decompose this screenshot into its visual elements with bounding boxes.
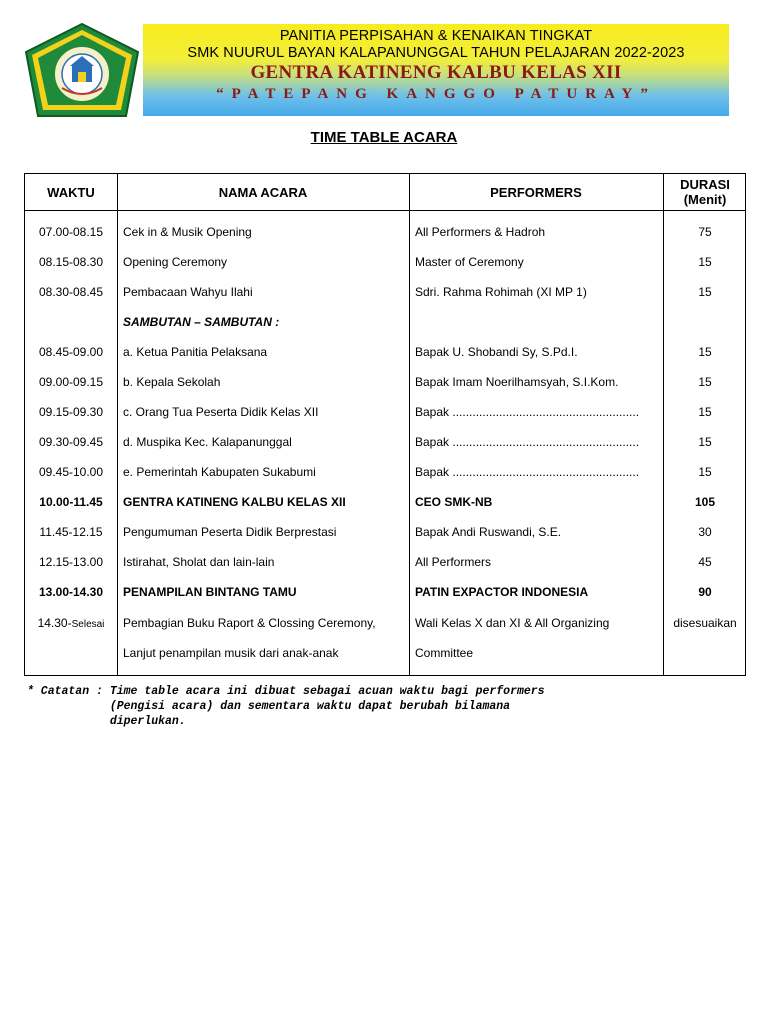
cell-nama-acara: PENAMPILAN BINTANG TAMU (123, 585, 297, 599)
cell-performers: Committee (415, 646, 474, 660)
cell-durasi: 75 (698, 225, 712, 239)
cell-performers: All Performers & Hadroh (415, 225, 546, 239)
school-year-title: SMK NUURUL BAYAN KALAPANUNGGAL TAHUN PELAJARAN 2022-2023 (187, 45, 685, 61)
cell-durasi: 15 (698, 285, 712, 299)
cell-waktu-end: Selesai (71, 619, 105, 630)
cell-durasi: 30 (698, 525, 712, 539)
cell-nama-acara: e. Pemerintah Kabupaten Sukabumi (123, 465, 316, 479)
cell-nama-acara: Opening Ceremony (123, 255, 228, 269)
cell-durasi: 15 (698, 255, 712, 269)
cell-performers: Bapak Andi Ruswandi, S.E. (415, 525, 562, 539)
header-divider (25, 210, 745, 211)
cell-nama-acara: GENTRA KATINENG KALBU KELAS XII (123, 495, 346, 509)
footnote: * Catatan : Time table acara ini dibuat sebagai acuan waktu bagi performers (Pengisi acara) dan sementara waktu dapat berubah bilamana diperlukan. (27, 685, 545, 728)
school-logo (22, 22, 142, 118)
cell-performers: Wali Kelas X dan XI & All Organizing (415, 616, 610, 630)
cell-durasi: 45 (698, 555, 712, 569)
cell-waktu: 09.45-10.00 (38, 465, 104, 479)
committee-title: PANITIA PERPISAHAN & KENAIKAN TINGKAT (279, 28, 593, 44)
cell-nama-acara: c. Orang Tua Peserta Didik Kelas XII (123, 405, 319, 419)
cell-nama-acara: b. Kepala Sekolah (123, 375, 221, 389)
cell-nama-acara: Pengumuman Peserta Didik Berprestasi (123, 525, 337, 539)
cell-durasi: 15 (698, 435, 712, 449)
cell-durasi: 15 (698, 345, 712, 359)
cell-waktu: 08.45-09.00 (38, 345, 104, 359)
cell-nama-acara: a. Ketua Panitia Pelaksana (123, 345, 268, 359)
column-divider (117, 174, 118, 675)
column-divider (663, 174, 664, 675)
column-header-performers: PERFORMERS (490, 184, 582, 200)
schedule-table (24, 173, 746, 676)
cell-durasi: 15 (698, 465, 712, 479)
cell-nama-acara: Pembagian Buku Raport & Clossing Ceremony, (123, 616, 376, 630)
cell-waktu: 13.00-14.30 (38, 585, 104, 599)
cell-durasi: 15 (698, 375, 712, 389)
cell-performers: Bapak ........................................................ (415, 465, 640, 479)
cell-performers: Bapak ........................................................ (415, 435, 640, 449)
cell-durasi: 15 (698, 405, 712, 419)
cell-waktu: 08.15-08.30 (38, 255, 104, 269)
cell-durasi: 90 (698, 585, 712, 599)
cell-nama-acara: Cek in & Musik Opening (123, 225, 252, 239)
cell-performers: Bapak Imam Noerilhamsyah, S.I.Kom. (415, 375, 619, 389)
event-tagline: “PATEPANG KANGGO PATURAY” (216, 86, 656, 102)
cell-waktu: 07.00-08.15 (38, 225, 104, 239)
cell-waktu: 11.45-12.15 (39, 525, 103, 539)
column-header-nama-acara: NAMA ACARA (218, 184, 308, 200)
cell-performers: Sdri. Rahma Rohimah (XI MP 1) (415, 285, 587, 299)
column-header-durasi: DURASI (Menit) (680, 177, 730, 207)
column-header-waktu: WAKTU (47, 184, 95, 200)
cell-waktu: 09.00-09.15 (38, 375, 104, 389)
cell-nama-acara: Pembacaan Wahyu Ilahi (123, 285, 253, 299)
cell-durasi: disesuaikan (673, 616, 737, 630)
cell-nama-acara: d. Muspika Kec. Kalapanunggal (123, 435, 292, 449)
cell-performers: Bapak U. Shobandi Sy, S.Pd.I. (415, 345, 578, 359)
cell-durasi: 105 (694, 495, 716, 509)
cell-nama-acara: Istirahat, Sholat dan lain-lain (123, 555, 275, 569)
cell-performers: All Performers (415, 555, 492, 569)
cell-performers: Bapak ........................................................ (415, 405, 640, 419)
header-banner (143, 24, 729, 116)
cell-waktu: 09.15-09.30 (38, 405, 104, 419)
cell-nama-acara: Lanjut penampilan musik dari anak-anak (123, 646, 339, 660)
cell-waktu: 09.30-09.45 (38, 435, 104, 449)
cell-waktu: 08.30-08.45 (38, 285, 104, 299)
cell-performers: PATIN EXPACTOR INDONESIA (415, 585, 589, 599)
cell-waktu: 10.00-11.45 (39, 495, 103, 509)
cell-waktu-start: 14.30- (37, 616, 72, 630)
page-title: TIME TABLE ACARA (310, 129, 458, 146)
cell-waktu (25, 616, 117, 632)
cell-performers: Master of Ceremony (415, 255, 524, 269)
column-divider (409, 174, 410, 675)
cell-performers: CEO SMK-NB (415, 495, 493, 509)
cell-nama-acara: SAMBUTAN – SAMBUTAN : (123, 315, 280, 329)
cell-waktu: 12.15-13.00 (38, 555, 104, 569)
event-title: GENTRA KATINENG KALBU KELAS XII (250, 62, 622, 83)
